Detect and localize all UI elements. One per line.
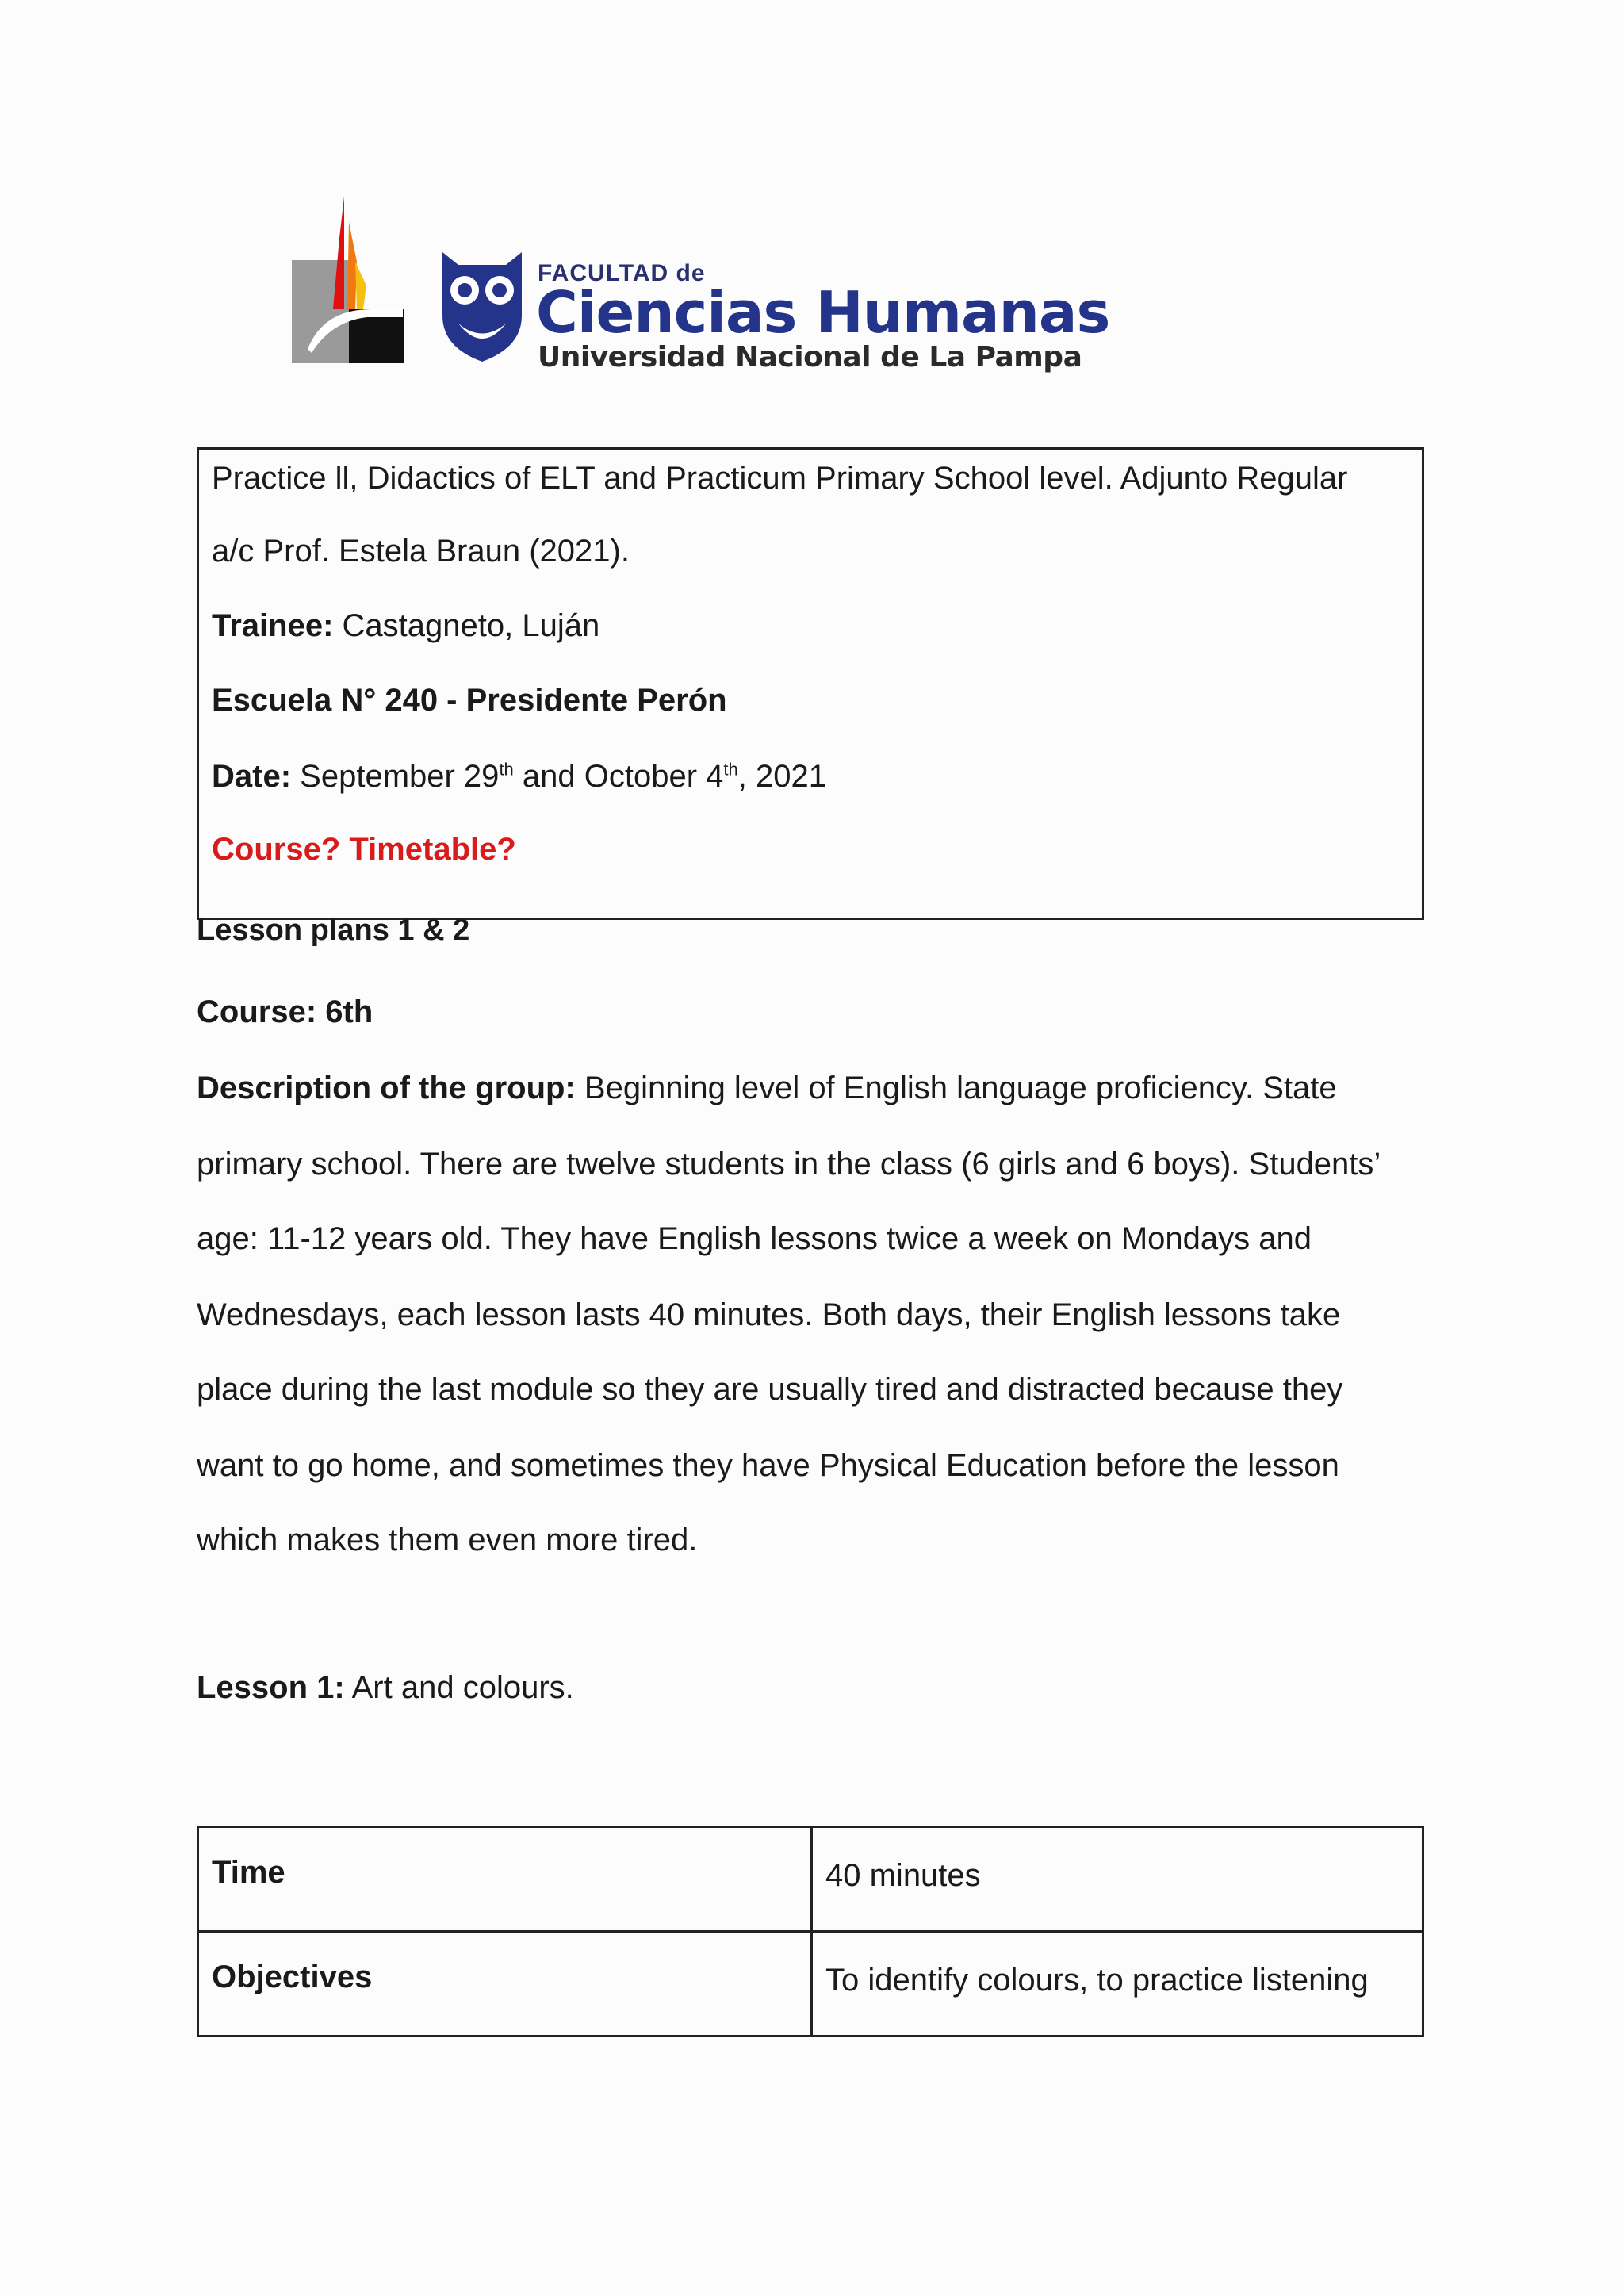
description-line-1: Description of the group: Beginning level of English language proficiency. State [197,1071,1337,1105]
lesson-details-table [197,1826,1424,2037]
table-row [198,1932,1423,2036]
table-value-cell: 40 minutes [812,1827,1423,1932]
university-emblem-icon [292,190,411,373]
course-title-line-2: a/c Prof. Estela Braun (2021). [212,534,630,569]
faculty-logo [292,190,1110,381]
description-line-2: primary school. There are twelve students in the class (6 girls and 6 boys). Students’ [197,1147,1381,1182]
description-line-6: want to go home, and sometimes they have Physical Education before the lesson [197,1448,1339,1483]
date-value: September 29th and October 4th, 2021 [300,759,826,794]
lesson-1-line [197,1670,574,1706]
lesson-plans-heading: Lesson plans 1 & 2 [197,914,470,947]
description-line-4: Wednesdays, each lesson lasts 40 minutes. Both days, their English lessons take [197,1297,1341,1332]
description-line-3: age: 11-12 years old. They have English lessons twice a week on Mondays and [197,1221,1312,1256]
trainee-line [212,608,599,644]
course-heading: Course: 6th [197,994,373,1029]
school-line: Escuela N° 240 - Presidente Perón [212,683,727,718]
description-line-5: place during the last module so they are usually tired and distracted because they [197,1372,1343,1407]
table-key-cell: Objectives [198,1932,812,2036]
description-line-7: which makes them even more tired. [197,1523,698,1557]
logo-ciencias-line: Ciencias Humanas [536,279,1110,346]
trainee-label: Trainee: [212,608,334,643]
logo-university-line: Universidad Nacional de La Pampa [538,341,1082,374]
description-label: Description of the group: [197,1071,576,1105]
course-timetable-note: Course? Timetable? [212,832,516,867]
date-label: Date: [212,759,292,794]
logo-faculty-line: FACULTAD de [538,260,706,286]
trainee-value: Castagneto, Luján [342,608,600,643]
header-info-box [197,447,1424,920]
course-title-line-1: Practice ll, Didactics of ELT and Practicum Primary School level. Adjunto Regular [212,461,1348,496]
table-row [198,1827,1423,1932]
lesson-1-value: Art and colours. [351,1670,574,1705]
owl-icon [435,244,530,363]
table-key-cell: Time [198,1827,812,1932]
table-value-cell: To identify colours, to practice listening [812,1932,1423,2036]
lesson-1-label: Lesson 1: [197,1670,345,1705]
date-line [212,759,826,795]
